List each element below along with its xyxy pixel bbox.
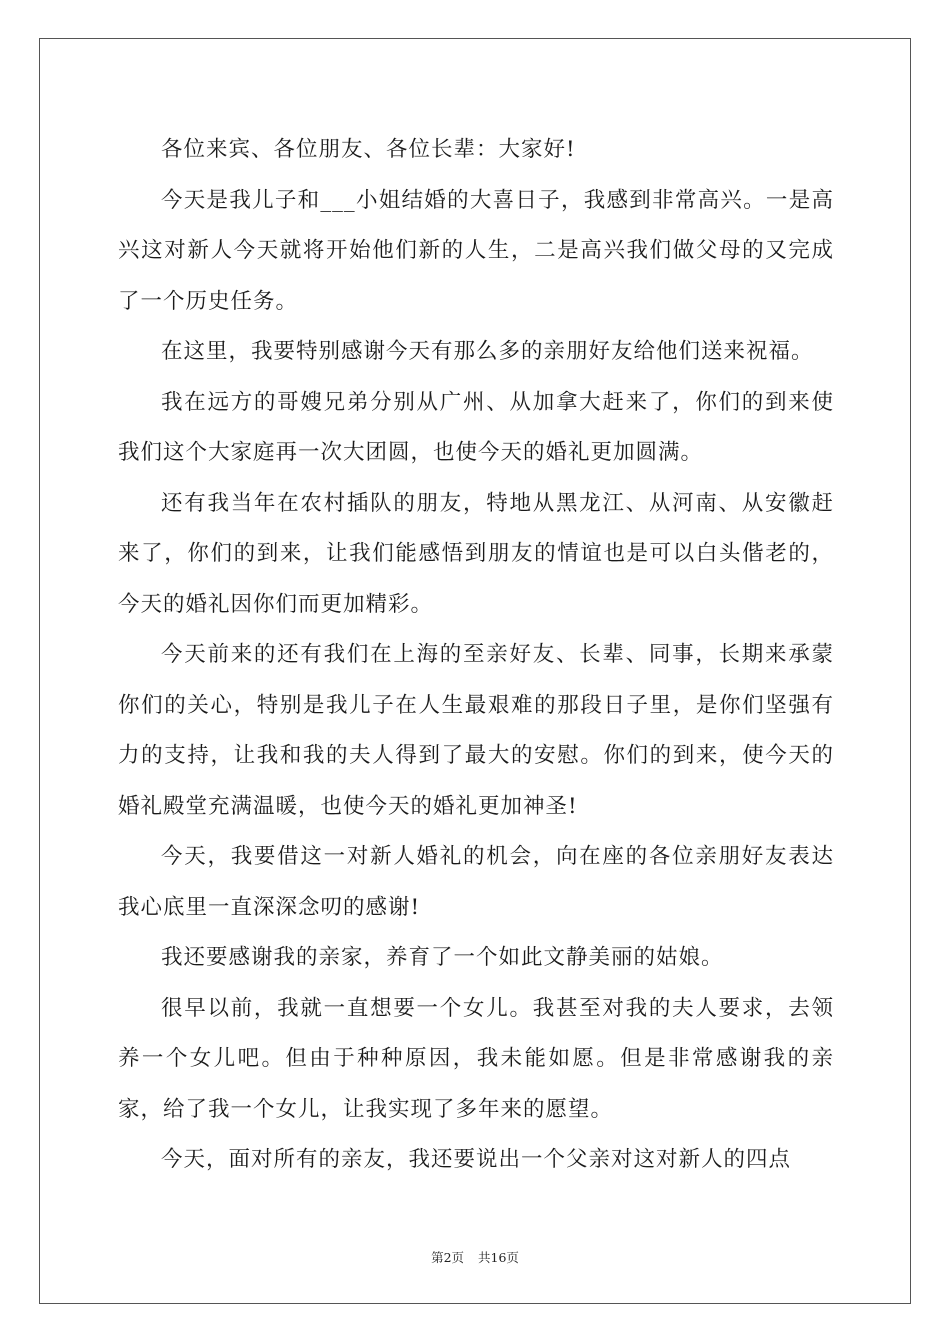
page-number: 第2页 <box>431 1250 465 1265</box>
paragraph-shanghai-friends: 今天前来的还有我们在上海的至亲好友、长辈、同事，长期来承蒙你们的关心，特别是我儿子在人生最艰难的那段日子里，是你们坚强有力的支持，让我和我的夫人得到了最大的安慰。你们的到来，使今天的婚礼殿堂充满温暖，也使今天的婚礼更加神圣! <box>118 642 834 819</box>
paragraph-in-laws: 我还要感谢我的亲家，养育了一个如此文静美丽的姑娘。 <box>161 945 724 970</box>
paragraph-greeting: 各位来宾、各位朋友、各位长辈：大家好! <box>161 137 576 162</box>
paragraph-relatives-abroad: 我在远方的哥嫂兄弟分别从广州、从加拿大赶来了，你们的到来使我们这个大家庭再一次大团圆，也使今天的婚礼更加圆满。 <box>118 389 834 465</box>
paragraph-daughter-wish: 很早以前，我就一直想要一个女儿。我甚至对我的夫人要求，去领养一个女儿吧。但由于种种原因，我未能如愿。但是非常感谢我的亲家，给了我一个女儿，让我实现了多年来的愿望。 <box>118 995 834 1122</box>
paragraph-wedding-joy: 今天是我儿子和___小姐结婚的大喜日子，我感到非常高兴。一是高兴这对新人今天就将开始他们新的人生，二是高兴我们做父母的又完成了一个历史任务。 <box>118 187 834 314</box>
page-footer <box>0 1248 950 1266</box>
page-total: 共16页 <box>478 1250 519 1265</box>
paragraph-four-points: 今天，面对所有的亲友，我还要说出一个父亲对这对新人的四点 <box>161 1147 792 1172</box>
paragraph-thanks-friends: 在这里，我要特别感谢今天有那么多的亲朋好友给他们送来祝福。 <box>161 339 814 364</box>
paragraph-gratitude: 今天，我要借这一对新人婚礼的机会，向在座的各位亲朋好友表达我心底里一直深深念叨的感谢! <box>118 844 834 920</box>
paragraph-countryside-friends: 还有我当年在农村插队的朋友，特地从黑龙江、从河南、从安徽赶来了，你们的到来，让我们能感悟到朋友的情谊也是可以白头偕老的，今天的婚礼因你们而更加精彩。 <box>118 490 834 617</box>
document-body <box>118 125 834 1186</box>
